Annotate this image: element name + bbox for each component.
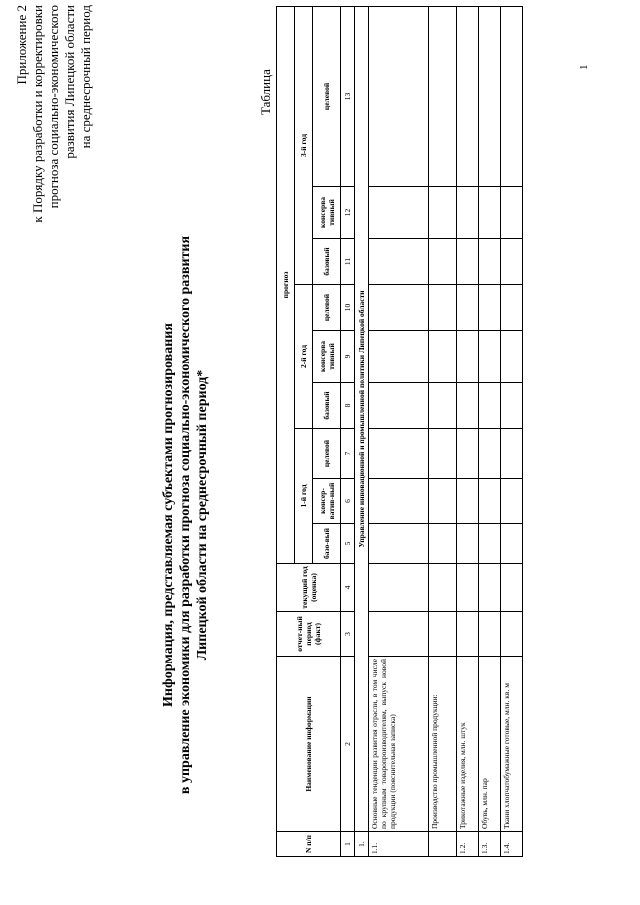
appendix-line: развития Липецкой области: [62, 5, 77, 159]
col-number: 10: [341, 285, 355, 331]
row-num: 1.1.: [369, 832, 429, 857]
header-num: N п/п: [277, 832, 341, 857]
col-number: 6: [341, 479, 355, 524]
table-caption: Таблица: [258, 69, 273, 115]
header-forecast: прогноз: [277, 6, 295, 563]
header-reporting: отчет-ный период (факт): [277, 612, 341, 657]
table-row: [501, 6, 523, 856]
row-name: Обувь, млн. пар: [479, 657, 501, 832]
heading-line: в управление экономики для разработки прогноза социально-экономического развития: [178, 235, 193, 795]
col-number: 3: [341, 612, 355, 657]
header-y2-base: базовый: [313, 383, 341, 429]
header-row: [277, 6, 295, 856]
heading-line: Информация, представляемая субъектами прогнозирования: [161, 323, 176, 707]
row-name: Ткани хлопчатобумажные готовые, млн. кв. м: [501, 657, 523, 832]
table-row: [457, 6, 479, 856]
col-number: 2: [341, 657, 355, 832]
column-number-row: [341, 6, 355, 856]
document-heading: [160, 215, 211, 815]
header-year2: 2-й год: [295, 285, 313, 429]
col-number: 4: [341, 564, 355, 612]
appendix-title: Приложение 2: [14, 5, 29, 85]
page-number: 1: [578, 64, 590, 70]
row-num: 1.2.: [457, 832, 479, 857]
col-number: 12: [341, 187, 355, 239]
header-y1-base: базо-вый: [313, 524, 341, 564]
header-year1: 1-й год: [295, 429, 313, 564]
row-num: [429, 832, 457, 857]
table-row: [479, 6, 501, 856]
appendix-note: [14, 5, 94, 285]
forecast-table: [276, 6, 523, 857]
header-y2-target: целевой: [313, 285, 341, 331]
appendix-line: на среднесрочный период: [78, 5, 93, 149]
table-row: [369, 6, 429, 856]
section-title: Управление инновационной и промышленной политики Липецкой области: [355, 6, 369, 831]
row-name: Основные тенденции развития отрасли, в том числе по крупным товаропроизводителям, выпуск новой продукции (пояснительная записка): [369, 657, 429, 832]
heading-line: Липецкой области на среднесрочный период*: [195, 369, 210, 661]
col-number: 7: [341, 429, 355, 479]
appendix-line: прогноза социально-экономического: [46, 5, 61, 209]
header-y3-base: базовый: [313, 239, 341, 285]
header-y1-conservative: консер-ватив-ный: [313, 479, 341, 524]
col-number: 1: [341, 832, 355, 857]
col-number: 5: [341, 524, 355, 564]
header-current: текущий год (оценка): [277, 564, 341, 612]
table-row: [429, 6, 457, 856]
row-num: 1.3.: [479, 832, 501, 857]
row-name: Трикотажные изделия, млн. штук: [457, 657, 479, 832]
header-y3-conservative: консерва тивный: [313, 187, 341, 239]
header-y3-target: целевой: [313, 6, 341, 186]
row-name: Производство промышленной продукции:: [429, 657, 457, 832]
header-y2-conservative: консерва тивный: [313, 331, 341, 383]
header-y1-target: целевой: [313, 429, 341, 479]
col-number: 9: [341, 331, 355, 383]
header-year3: 3-й год: [295, 6, 313, 284]
col-number: 8: [341, 383, 355, 429]
col-number: 11: [341, 239, 355, 285]
appendix-line: к Порядку разработки и корректировки: [30, 5, 45, 223]
header-name: Наименование информации: [277, 657, 341, 832]
section-row: [355, 6, 369, 856]
row-num: 1.4.: [501, 832, 523, 857]
col-number: 13: [341, 6, 355, 186]
section-num: 1.: [355, 832, 369, 857]
